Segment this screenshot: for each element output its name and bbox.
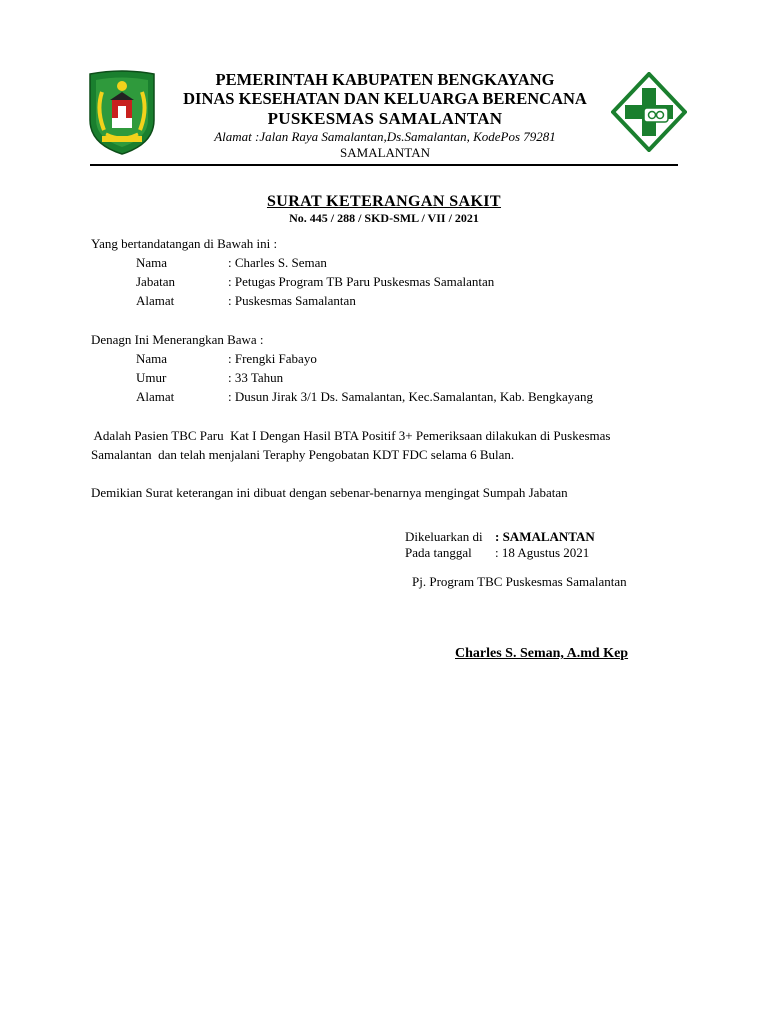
letterhead-city: SAMALANTAN [340,145,430,160]
field-label: Alamat [136,389,175,404]
puskesmas-logo-icon [611,72,687,152]
regency-emblem-icon [82,70,162,156]
letterhead-address: Alamat :Jalan Raya Samalantan,Ds.Samalantan, KodePos 79281 [214,129,556,144]
signature-name: Charles S. Seman, A.md Kep [455,646,629,661]
letterhead-institution: PUSKESMAS SAMALANTAN [267,109,503,128]
field-value: : Charles S. Seman [228,255,327,270]
field-value: : 33 Tahun [228,370,284,385]
field-label: Umur [136,370,167,385]
field-value: : Petugas Program TB Paru Puskesmas Samalantan [228,274,495,289]
issued-place-value: : SAMALANTAN [495,529,595,544]
field-label: Jabatan [136,274,175,289]
field-value: : Dusun Jirak 3/1 Ds. Samalantan, Kec.Samalantan, Kab. Bengkayang [228,389,593,404]
issued-date-label: Pada tanggal [405,545,472,560]
letterhead [160,70,610,161]
field-value: : Puskesmas Samalantan [228,293,356,308]
letterhead-divider [90,164,678,166]
signature-role: Pj. Program TBC Puskesmas Samalantan [412,574,627,589]
patient-intro: Denagn Ini Menerangkan Bawa : [91,332,264,347]
document-number: No. 445 / 288 / SKD-SML / VII / 2021 [289,211,479,225]
issued-place-label: Dikeluarkan di [405,529,483,544]
letterhead-department: DINAS KESEHATAN DAN KELUARGA BERENCANA [183,89,587,108]
letterhead-government: PEMERINTAH KABUPATEN BENGKAYANG [215,70,555,89]
closing-statement: Demikian Surat keterangan ini dibuat dengan sebenar-benarnya mengingat Sumpah Jabatan [91,485,568,500]
field-value: : Frengki Fabayo [228,351,317,366]
signer-intro: Yang bertandatangan di Bawah ini : [91,236,278,251]
field-label: Nama [136,255,168,270]
document-title: SURAT KETERANGAN SAKIT [266,193,502,210]
issued-date-value: : 18 Agustus 2021 [495,545,590,560]
field-label: Nama [136,351,168,366]
field-label: Alamat [136,293,175,308]
statement-line-2: Samalantan dan telah menjalani Teraphy Pengobatan KDT FDC selama 6 Bulan. [91,447,515,462]
statement-line-1: Adalah Pasien TBC Paru Kat I Dengan Hasil BTA Positif 3+ Pemeriksaan dilakukan di Puskesmas [91,428,611,443]
